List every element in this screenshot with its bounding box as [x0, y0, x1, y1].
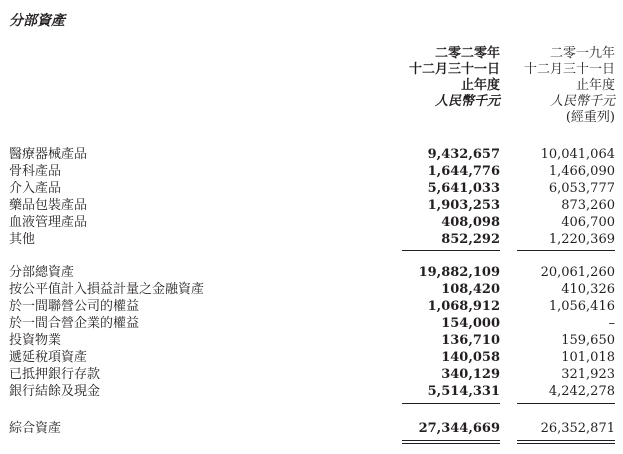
- row-label: 於一間合營企業的權益: [9, 316, 140, 331]
- prior-value: 321,923: [561, 367, 615, 382]
- table-row: [9, 315, 615, 332]
- current-value: 852,292: [441, 232, 500, 247]
- prior-value: 101,018: [561, 350, 615, 365]
- current-value: 136,710: [441, 333, 500, 348]
- row-label: 綜合資產: [9, 421, 62, 436]
- subtotal-rule: [517, 250, 615, 251]
- table-row: [9, 264, 615, 281]
- row-label: 介入產品: [9, 181, 62, 196]
- table-row: [9, 231, 615, 248]
- row-label: 分部總資產: [9, 265, 75, 280]
- prior-value: 410,326: [561, 282, 615, 297]
- prior-value: 1,056,416: [548, 299, 615, 314]
- row-label: 於一間聯營公司的權益: [9, 299, 140, 314]
- table-row: [9, 332, 615, 349]
- table-row: [9, 197, 615, 214]
- current-value: 340,129: [441, 367, 500, 382]
- row-label: 其他: [9, 232, 36, 247]
- double-underline: [517, 443, 615, 444]
- row-label: 醫療器械產品: [9, 147, 88, 162]
- double-underline: [402, 440, 500, 441]
- current-value: 5,514,331: [427, 384, 500, 399]
- current-value: 108,420: [441, 282, 500, 297]
- header-line: 止年度: [460, 78, 500, 93]
- prior-value: 159,650: [561, 333, 615, 348]
- prior-value: 1,466,090: [548, 164, 615, 179]
- table-row: [9, 180, 615, 197]
- current-year-header: [409, 46, 500, 110]
- table-row: [9, 146, 615, 163]
- row-label: 血液管理產品: [9, 215, 88, 230]
- current-value: 19,882,109: [418, 265, 500, 280]
- table-row: [9, 214, 615, 231]
- table-row: [9, 366, 615, 383]
- section-title: 分部資產: [9, 13, 65, 29]
- table-row: [9, 383, 615, 400]
- prior-value: 406,700: [561, 215, 615, 230]
- total-row: [9, 420, 615, 437]
- header-line: 止年度: [575, 78, 615, 93]
- header-restated-note: (經重列): [565, 110, 615, 125]
- header-line: 十二月三十一日: [523, 62, 615, 77]
- row-label: 遞延稅項資產: [9, 350, 88, 365]
- double-underline: [402, 443, 500, 444]
- current-value: 140,058: [441, 350, 500, 365]
- current-value: 154,000: [441, 316, 500, 331]
- row-label: 骨科產品: [9, 164, 62, 179]
- prior-value: 26,352,871: [540, 421, 615, 436]
- row-label: 按公平值計入損益計量之金融資產: [9, 282, 205, 297]
- double-underline: [517, 440, 615, 441]
- total-top-rule: [517, 403, 615, 404]
- current-value: 1,644,776: [427, 164, 500, 179]
- subtotal-rule: [402, 250, 500, 251]
- header-line: 十二月三十一日: [408, 62, 500, 77]
- header-line: 二零一九年: [549, 46, 615, 61]
- table-row: [9, 298, 615, 315]
- row-label: 已抵押銀行存款: [9, 367, 101, 382]
- header-unit: 人民幣千元: [549, 94, 615, 109]
- prior-value: 4,242,278: [548, 384, 615, 399]
- row-label: 藥品包裝產品: [9, 198, 88, 213]
- prior-value: 873,260: [561, 198, 615, 213]
- prior-value: 20,061,260: [540, 265, 615, 280]
- header-line: 二零二零年: [434, 46, 500, 61]
- row-label: 銀行結餘及現金: [9, 384, 101, 399]
- table-row: [9, 163, 615, 180]
- table-row: [9, 349, 615, 366]
- current-value: 1,903,253: [427, 198, 500, 213]
- current-value: 9,432,657: [427, 147, 500, 162]
- table-row: [9, 281, 615, 298]
- prior-value: 1,220,369: [548, 232, 615, 247]
- current-value: 408,098: [441, 215, 500, 230]
- current-value: 5,641,033: [427, 181, 500, 196]
- row-label: 投資物業: [9, 333, 62, 348]
- prior-value: –: [608, 316, 615, 331]
- current-value: 1,068,912: [427, 299, 500, 314]
- current-value: 27,344,669: [418, 421, 500, 436]
- total-top-rule: [402, 403, 500, 404]
- header-unit: 人民幣千元: [434, 94, 500, 109]
- prior-value: 6,053,777: [548, 181, 615, 196]
- prior-year-header: [524, 46, 615, 126]
- prior-value: 10,041,064: [540, 147, 615, 162]
